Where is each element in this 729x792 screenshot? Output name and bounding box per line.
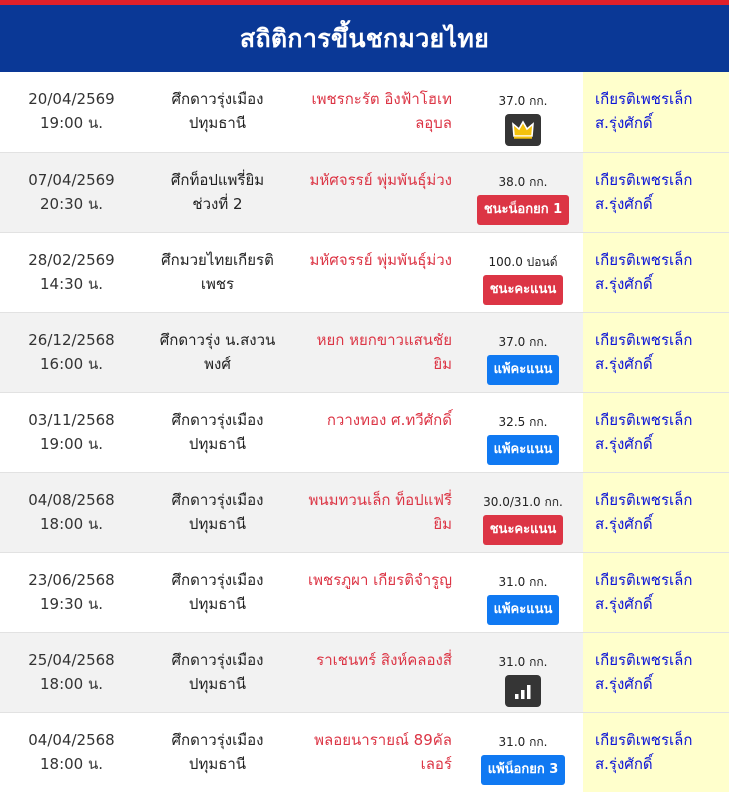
result-badge[interactable]: แพ้คะแนน: [487, 595, 560, 625]
event-name-line2: ปทุมธานี: [188, 675, 247, 693]
opponent-name-line1[interactable]: เพชรภูผา เกียรติจำรูญ: [308, 571, 452, 589]
fighter-name-line1[interactable]: เกียรติเพชรเล็ก: [595, 171, 693, 189]
fight-datetime: [0, 473, 143, 552]
fight-time: 14:30 น.: [39, 275, 104, 293]
fighter-name[interactable]: [583, 72, 729, 152]
fighter-name[interactable]: [583, 233, 729, 312]
fighter-name-line2[interactable]: ส.รุ่งศักดิ์: [595, 435, 653, 453]
fighter-name-line2[interactable]: ส.รุ่งศักดิ์: [595, 675, 653, 693]
fighter-name-line2[interactable]: ส.รุ่งศักดิ์: [595, 515, 653, 533]
weight-result: [463, 633, 583, 712]
opponent-name[interactable]: [292, 233, 454, 312]
fight-datetime: [0, 393, 143, 472]
weight-result: [463, 553, 583, 632]
fighter-name-line2[interactable]: ส.รุ่งศักดิ์: [595, 114, 653, 132]
fight-row: [0, 232, 729, 312]
event-name-line2: ปทุมธานี: [188, 515, 247, 533]
weight-result: [463, 233, 583, 312]
opponent-name-line1[interactable]: มหัศจรรย์ พุ่มพันธุ์ม่วง: [309, 171, 452, 189]
fight-weight: 31.0 กก.: [498, 735, 548, 749]
event-name-line1: ศึกดาวรุ่งเมือง: [171, 571, 264, 589]
fighter-name-line2[interactable]: ส.รุ่งศักดิ์: [595, 755, 653, 773]
fight-datetime: [0, 233, 143, 312]
result-badge[interactable]: ชนะคะแนน: [483, 515, 564, 545]
event-name: [145, 473, 290, 552]
fight-datetime: [0, 713, 143, 792]
crown-glyph: [512, 120, 534, 140]
fight-datetime: [0, 633, 143, 712]
fight-time: 18:00 น.: [39, 755, 104, 773]
opponent-name-line1[interactable]: พลอยนารายณ์ 89คัล: [314, 731, 452, 749]
fight-date: 25/04/2568: [28, 651, 115, 669]
fight-weight: 31.0 กก.: [498, 655, 548, 669]
fight-datetime: [0, 153, 143, 232]
fighter-name[interactable]: [583, 553, 729, 632]
fighter-name-line1[interactable]: เกียรติเพชรเล็ก: [595, 251, 693, 269]
fight-time: 19:00 น.: [39, 435, 104, 453]
fight-time: 16:00 น.: [39, 355, 104, 373]
bar-chart-glyph: [512, 681, 534, 701]
fight-date: 26/12/2568: [28, 331, 115, 349]
event-name: [145, 553, 290, 632]
fight-datetime: [0, 72, 143, 152]
fighter-name-line1[interactable]: เกียรติเพชรเล็ก: [595, 731, 693, 749]
event-name: [145, 233, 290, 312]
fighter-name-line1[interactable]: เกียรติเพชรเล็ก: [595, 651, 693, 669]
event-name-line2: ปทุมธานี: [188, 114, 247, 132]
fight-datetime: [0, 553, 143, 632]
event-name-line2: ปทุมธานี: [188, 755, 247, 773]
opponent-name-line2[interactable]: ลอุบล: [415, 114, 452, 132]
fight-row: [0, 72, 729, 152]
event-name-line2: ช่วงที่ 2: [192, 195, 243, 213]
event-name: [145, 153, 290, 232]
fight-row: [0, 712, 729, 792]
fight-date: 23/06/2568: [28, 571, 115, 589]
fight-datetime: [0, 313, 143, 392]
opponent-name-line1[interactable]: เพชรกะรัต อิงฟ้าโฮเท: [311, 90, 452, 108]
event-name-line1: ศึกดาวรุ่งเมือง: [171, 651, 264, 669]
fighter-name[interactable]: [583, 153, 729, 232]
opponent-name-line1[interactable]: พนมทวนเล็ก ท็อปแฟรี่: [308, 491, 452, 509]
fight-time: 20:30 น.: [39, 195, 104, 213]
fight-date: 04/08/2568: [28, 491, 115, 509]
fight-date: 03/11/2568: [28, 411, 115, 429]
fight-record-list: [0, 72, 729, 792]
fighter-name-line2[interactable]: ส.รุ่งศักดิ์: [595, 195, 653, 213]
fight-date: 07/04/2569: [28, 171, 115, 189]
fight-weight: 100.0 ปอนด์: [488, 255, 558, 269]
fight-row: [0, 312, 729, 392]
crown-icon[interactable]: [505, 114, 541, 146]
fight-weight: 37.0 กก.: [498, 94, 548, 108]
opponent-name-line2[interactable]: ยิม: [433, 515, 452, 533]
event-name-line1: ศึกดาวรุ่งเมือง: [171, 491, 264, 509]
opponent-name[interactable]: [292, 393, 454, 472]
page-header: [0, 5, 729, 72]
fighter-name-line2[interactable]: ส.รุ่งศักดิ์: [595, 355, 653, 373]
event-name-line2: พงศ์: [204, 355, 231, 373]
result-badge[interactable]: แพ้น็อกยก 3: [481, 755, 566, 785]
fight-date: 04/04/2568: [28, 731, 115, 749]
fight-row: [0, 552, 729, 632]
event-name-line2: เพชร: [200, 275, 235, 293]
event-name-line1: ศึกดาวรุ่งเมือง: [171, 731, 264, 749]
fighter-name[interactable]: [583, 473, 729, 552]
fighter-name[interactable]: [583, 393, 729, 472]
opponent-name-line2[interactable]: ยิม: [433, 355, 452, 373]
fighter-name-line1[interactable]: เกียรติเพชรเล็ก: [595, 90, 693, 108]
event-name: [145, 633, 290, 712]
weight-result: [463, 153, 583, 232]
fight-date: 28/02/2569: [28, 251, 115, 269]
bar-chart-icon[interactable]: [505, 675, 541, 707]
opponent-name-line2[interactable]: เลอร์: [420, 755, 452, 773]
fight-weight: 32.5 กก.: [498, 415, 548, 429]
event-name-line1: ศึกดาวรุ่ง น.สงวน: [159, 331, 276, 349]
fighter-name[interactable]: [583, 633, 729, 712]
fighter-name[interactable]: [583, 713, 729, 792]
opponent-name[interactable]: [292, 633, 454, 712]
event-name: [145, 393, 290, 472]
opponent-name[interactable]: [292, 72, 454, 152]
fighter-name-line1[interactable]: เกียรติเพชรเล็ก: [595, 331, 693, 349]
fight-row: [0, 472, 729, 552]
result-badge[interactable]: ชนะคะแนน: [483, 275, 564, 305]
opponent-name[interactable]: [292, 313, 454, 392]
event-name-line1: ศึกดาวรุ่งเมือง: [171, 411, 264, 429]
fight-time: 19:00 น.: [39, 114, 104, 132]
fight-weight: 31.0 กก.: [498, 575, 548, 589]
fight-row: [0, 152, 729, 232]
fight-date: 20/04/2569: [28, 90, 115, 108]
fighter-name-line1[interactable]: เกียรติเพชรเล็ก: [595, 411, 693, 429]
result-badge[interactable]: ชนะน็อกยก 1: [477, 195, 569, 225]
opponent-name-line1[interactable]: ราเชนทร์ สิงห์คลองสี่: [316, 651, 452, 669]
result-badge[interactable]: แพ้คะแนน: [487, 355, 560, 385]
fight-row: [0, 632, 729, 712]
opponent-name[interactable]: [292, 553, 454, 632]
fight-weight: 38.0 กก.: [498, 175, 548, 189]
opponent-name[interactable]: [292, 473, 454, 552]
weight-result: [463, 713, 583, 792]
fight-weight: 30.0/31.0 กก.: [483, 495, 563, 509]
event-name-line2: ปทุมธานี: [188, 435, 247, 453]
fight-weight: 37.0 กก.: [498, 335, 548, 349]
opponent-name[interactable]: [292, 713, 454, 792]
fighter-name-line1[interactable]: เกียรติเพชรเล็ก: [595, 571, 693, 589]
fight-time: 18:00 น.: [39, 515, 104, 533]
event-name: [145, 72, 290, 152]
opponent-name-line1[interactable]: มหัศจรรย์ พุ่มพันธุ์ม่วง: [309, 251, 452, 269]
weight-result: [463, 473, 583, 552]
fighter-name-line2[interactable]: ส.รุ่งศักดิ์: [595, 595, 653, 613]
fight-time: 19:30 น.: [39, 595, 104, 613]
event-name: [145, 713, 290, 792]
event-name: [145, 313, 290, 392]
page-title: สถิติการขึ้นชกมวยไทย: [239, 23, 490, 53]
weight-result: [463, 313, 583, 392]
opponent-name[interactable]: [292, 153, 454, 232]
result-badge[interactable]: แพ้คะแนน: [487, 435, 560, 465]
event-name-line1: ศึกท็อปแพรี่ยิม: [170, 171, 265, 189]
opponent-name-line1[interactable]: กวางทอง ศ.ทวีศักดิ์: [326, 411, 452, 429]
event-name-line2: ปทุมธานี: [188, 595, 247, 613]
fighter-name-line1[interactable]: เกียรติเพชรเล็ก: [595, 491, 693, 509]
weight-result: [463, 72, 583, 152]
event-name-line1: ศึกมวยไทยเกียรติ: [161, 251, 274, 269]
event-name-line1: ศึกดาวรุ่งเมือง: [171, 90, 264, 108]
fighter-name-line2[interactable]: ส.รุ่งศักดิ์: [595, 275, 653, 293]
opponent-name-line1[interactable]: หยก หยกขาวแสนชัย: [316, 331, 452, 349]
fight-time: 18:00 น.: [39, 675, 104, 693]
fight-row: [0, 392, 729, 472]
fighter-name[interactable]: [583, 313, 729, 392]
weight-result: [463, 393, 583, 472]
